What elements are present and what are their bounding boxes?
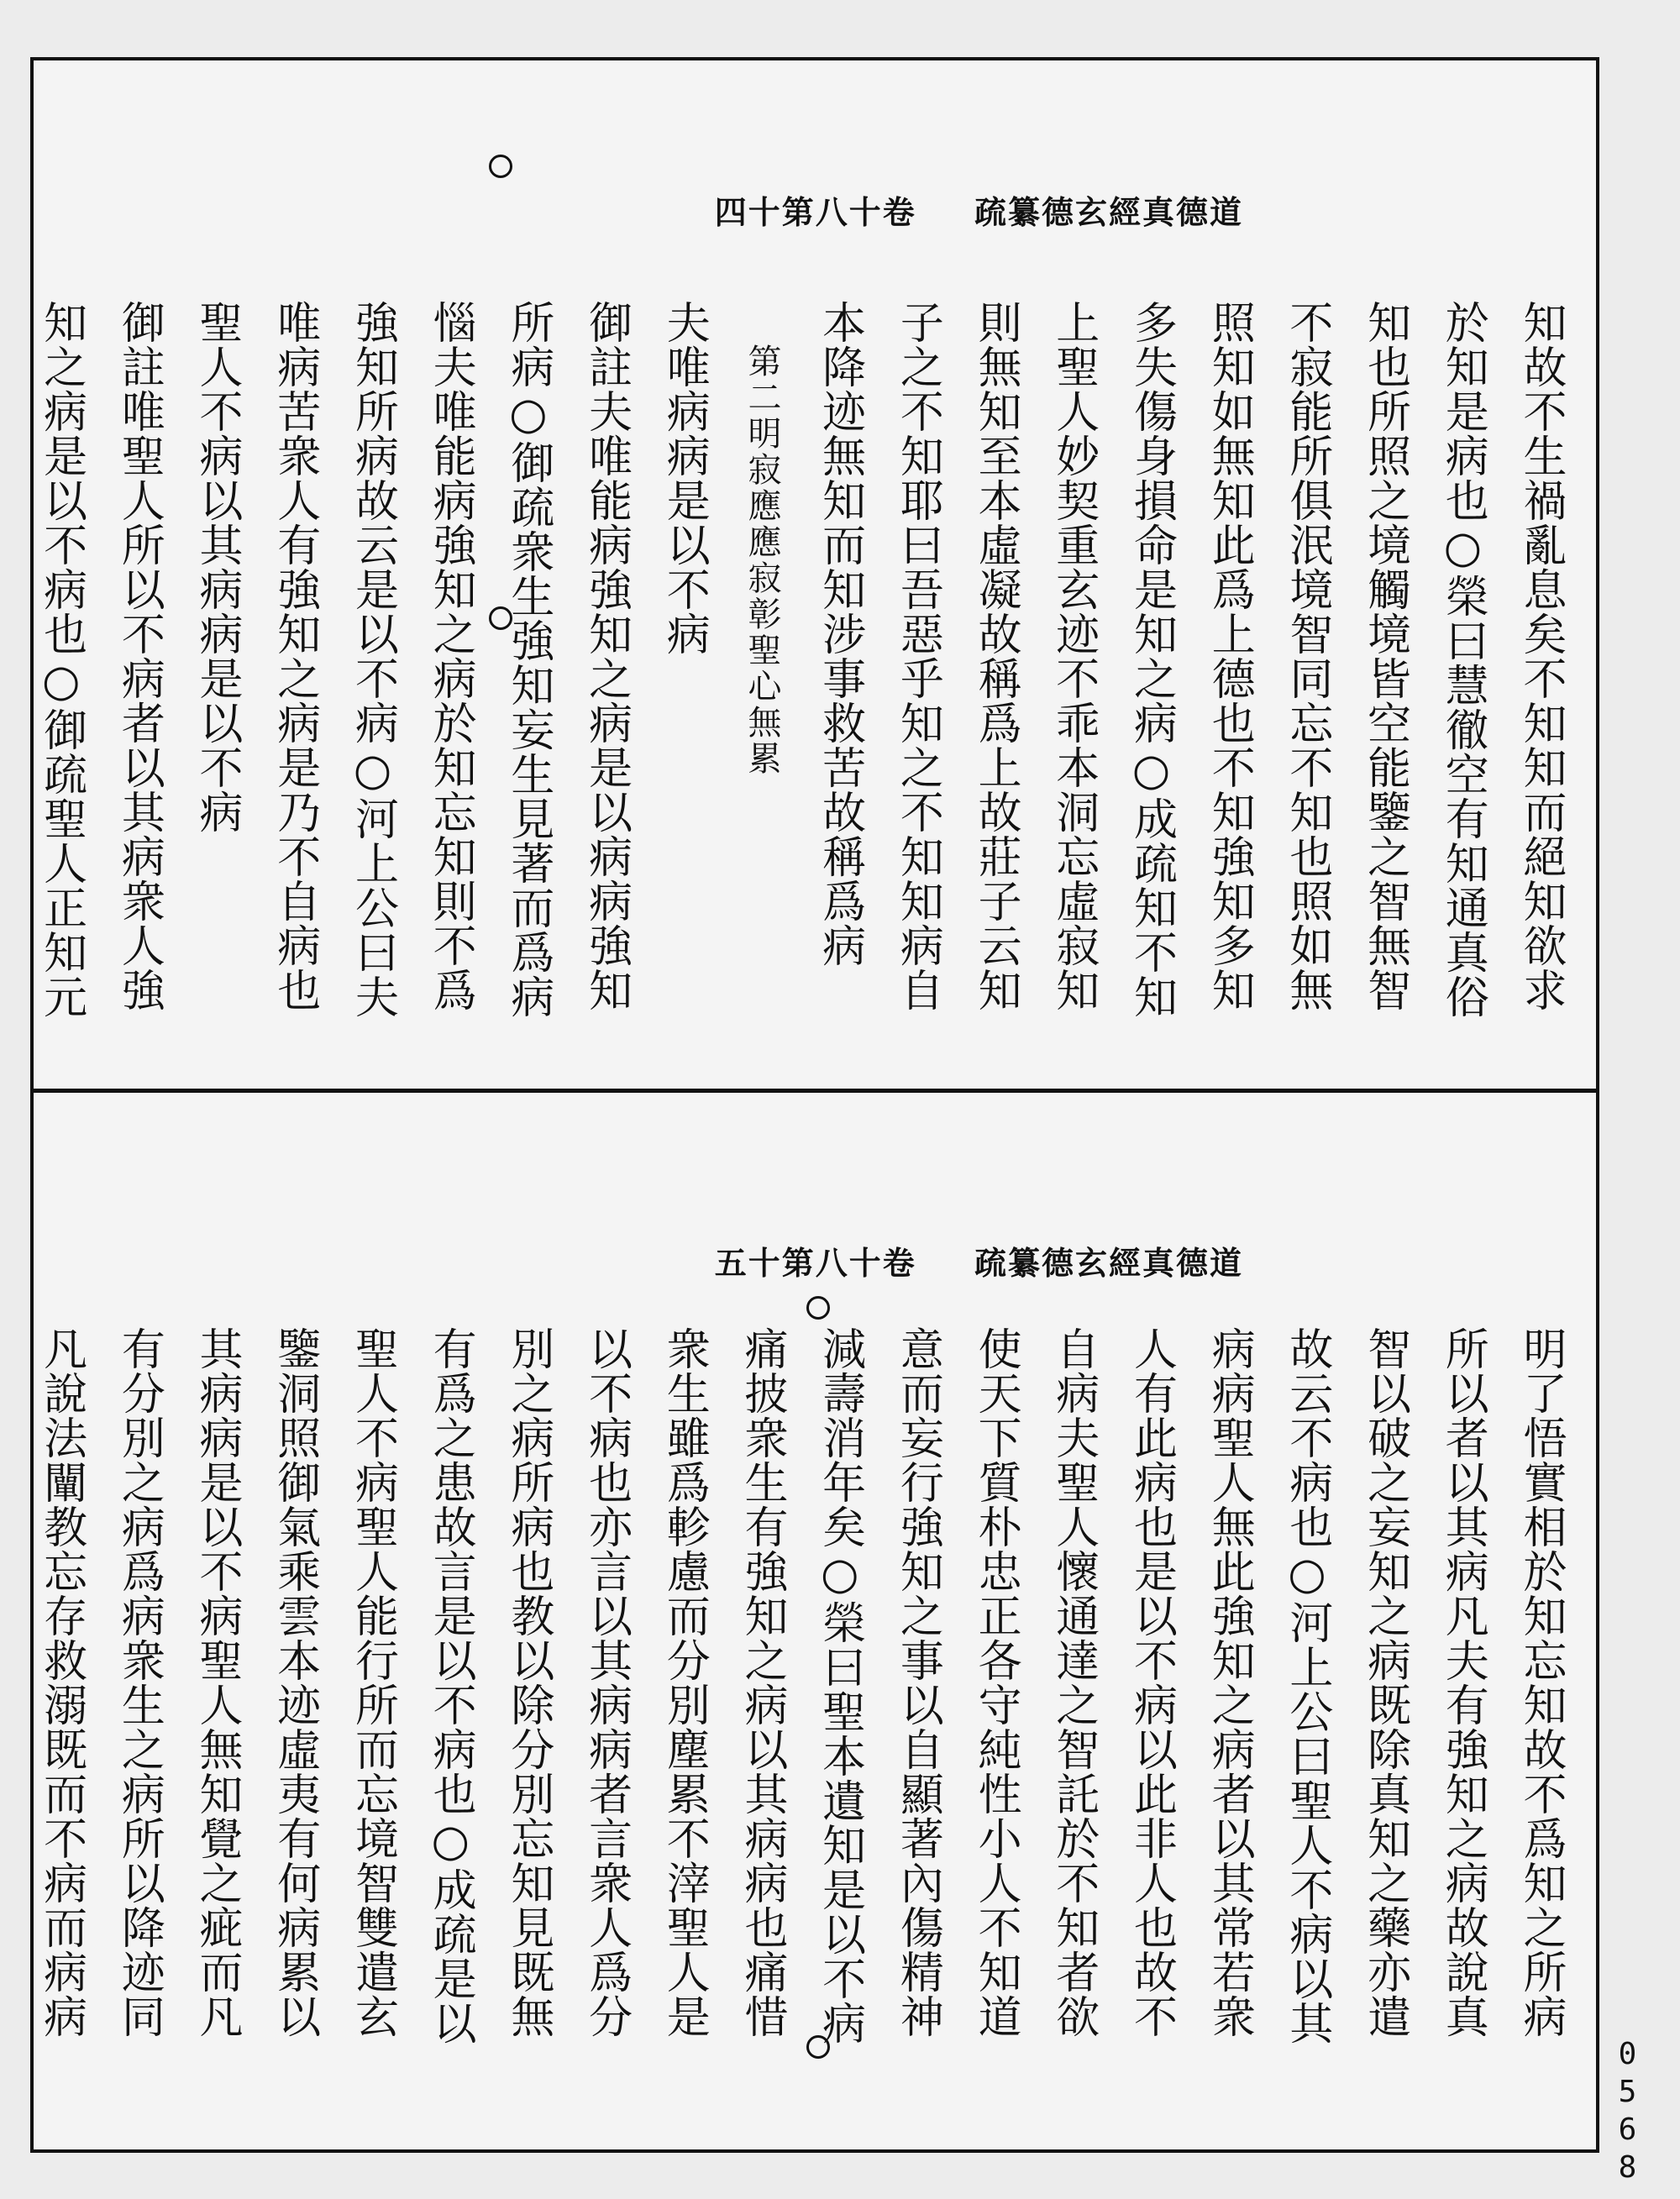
text-columns — [35, 1326, 1579, 2099]
text-column: 不寂能所俱泯境智同忘不知也照如無 — [1281, 300, 1332, 1012]
text-column: 有分別之病爲病衆生之病所以降迹同 — [113, 1326, 165, 2039]
text-column: 減壽消年矣○榮曰聖本遺知是以不病 — [814, 1326, 865, 2045]
lower-panel — [34, 1093, 1596, 2149]
text-column: 所病○御疏衆生強知妄生見著而爲病 — [502, 300, 554, 1019]
text-column: 強知所病故云是以不病○河上公曰夫 — [347, 300, 398, 1019]
upper-panel — [34, 60, 1596, 1089]
text-column: 知也所照之境觸境皆空能鑒之智無智 — [1359, 300, 1410, 1012]
text-column: 凡說法闡教忘存救溺既而不病而病病 — [35, 1326, 87, 2039]
running-header — [538, 1237, 1243, 1283]
text-column: 子之不知耶曰吾惡乎知之不知知病自 — [892, 300, 943, 1012]
text-column: 故云不病也○河上公曰聖人不病以其 — [1281, 1326, 1332, 2045]
text-column: 意而妄行強知之事以自顯著內傷精神 — [892, 1326, 943, 2039]
book-title: 道德真經玄德纂疏 — [974, 193, 1243, 231]
page-number: 0568 — [1610, 2037, 1645, 2188]
text-column: 明了悟實相於知忘知故不爲知之所病 — [1515, 1326, 1566, 2039]
text-column: 痛披衆生有強知之病以其病病也痛惜 — [736, 1326, 787, 2039]
text-column: 知之病是以不病也○御疏聖人正知元 — [35, 300, 87, 1019]
circle-mark — [489, 155, 512, 178]
text-column: 病病聖人無此強知之病者以其常若衆 — [1204, 1326, 1255, 2039]
book-title: 道德真經玄德纂疏 — [974, 1244, 1243, 1282]
text-column: 多失傷身損命是知之病○成疏知不知 — [1126, 300, 1177, 1019]
text-column: 使天下質朴忠正各守純性小人不知道 — [970, 1326, 1021, 2039]
text-column: 惱夫唯能病強知之病於知忘知則不爲 — [425, 300, 476, 1012]
volume-label: 卷十八第十四 — [714, 193, 916, 231]
text-column: 御註唯聖人所以不病者以其病衆人強 — [113, 300, 165, 1012]
scripture-line: 聖人不病以其病病是以不病 — [192, 300, 243, 834]
text-column: 則無知至本虛凝故稱爲上故莊子云知 — [970, 300, 1021, 1012]
text-column: 有爲之患故言是以不病也○成疏是以 — [425, 1326, 476, 2045]
text-column: 聖人不病聖人能行所而忘境智雙遣玄 — [347, 1326, 398, 2039]
text-column: 別之病所病也教以除分別忘知見既無 — [502, 1326, 554, 2039]
circle-mark — [806, 1296, 830, 1320]
text-column: 知故不生禍亂息矣不知知而絕知欲求 — [1515, 300, 1566, 1012]
text-columns — [35, 300, 1579, 1039]
text-column: 上聖人妙契重玄迹不乖本洞忘虛寂知 — [1047, 300, 1099, 1012]
running-header — [538, 186, 1243, 233]
text-column: 人有此病也是以不病以此非人也故不 — [1126, 1326, 1177, 2039]
text-column: 以不病也亦言以其病病者言衆人爲分 — [580, 1326, 632, 2039]
text-column: 唯病苦衆人有強知之病是乃不自病也 — [269, 300, 320, 1012]
text-column: 照知如無知此爲上德也不知強知多知 — [1204, 300, 1255, 1012]
text-column: 其病病是以不病聖人無知覺之疵而凡 — [192, 1326, 243, 2039]
text-column: 鑒洞照御氣乘雲本迹虛夷有何病累以 — [269, 1326, 320, 2039]
scripture-line: 夫唯病病是以不病 — [659, 300, 710, 656]
text-column: 衆生雖爲軫慮而分別塵累不滓聖人是 — [659, 1326, 710, 2039]
text-column: 於知是病也○榮曰慧徹空有知通真俗 — [1437, 300, 1488, 1019]
text-column: 自病夫聖人懷通達之智託於不知者欲 — [1047, 1326, 1099, 2039]
volume-label: 卷十八第十五 — [714, 1244, 916, 1282]
text-column: 智以破之妄知之病既除真知之藥亦遣 — [1359, 1326, 1410, 2039]
text-column: 本降迹無知而知涉事救苦故稱爲病 — [814, 300, 865, 968]
text-column: 御註夫唯能病強知之病是以病病強知 — [580, 300, 632, 1012]
section-heading: 第二明寂應應寂彰聖心無累 — [742, 344, 781, 777]
text-column: 所以者以其病凡夫有強知之病故說真 — [1437, 1326, 1488, 2039]
